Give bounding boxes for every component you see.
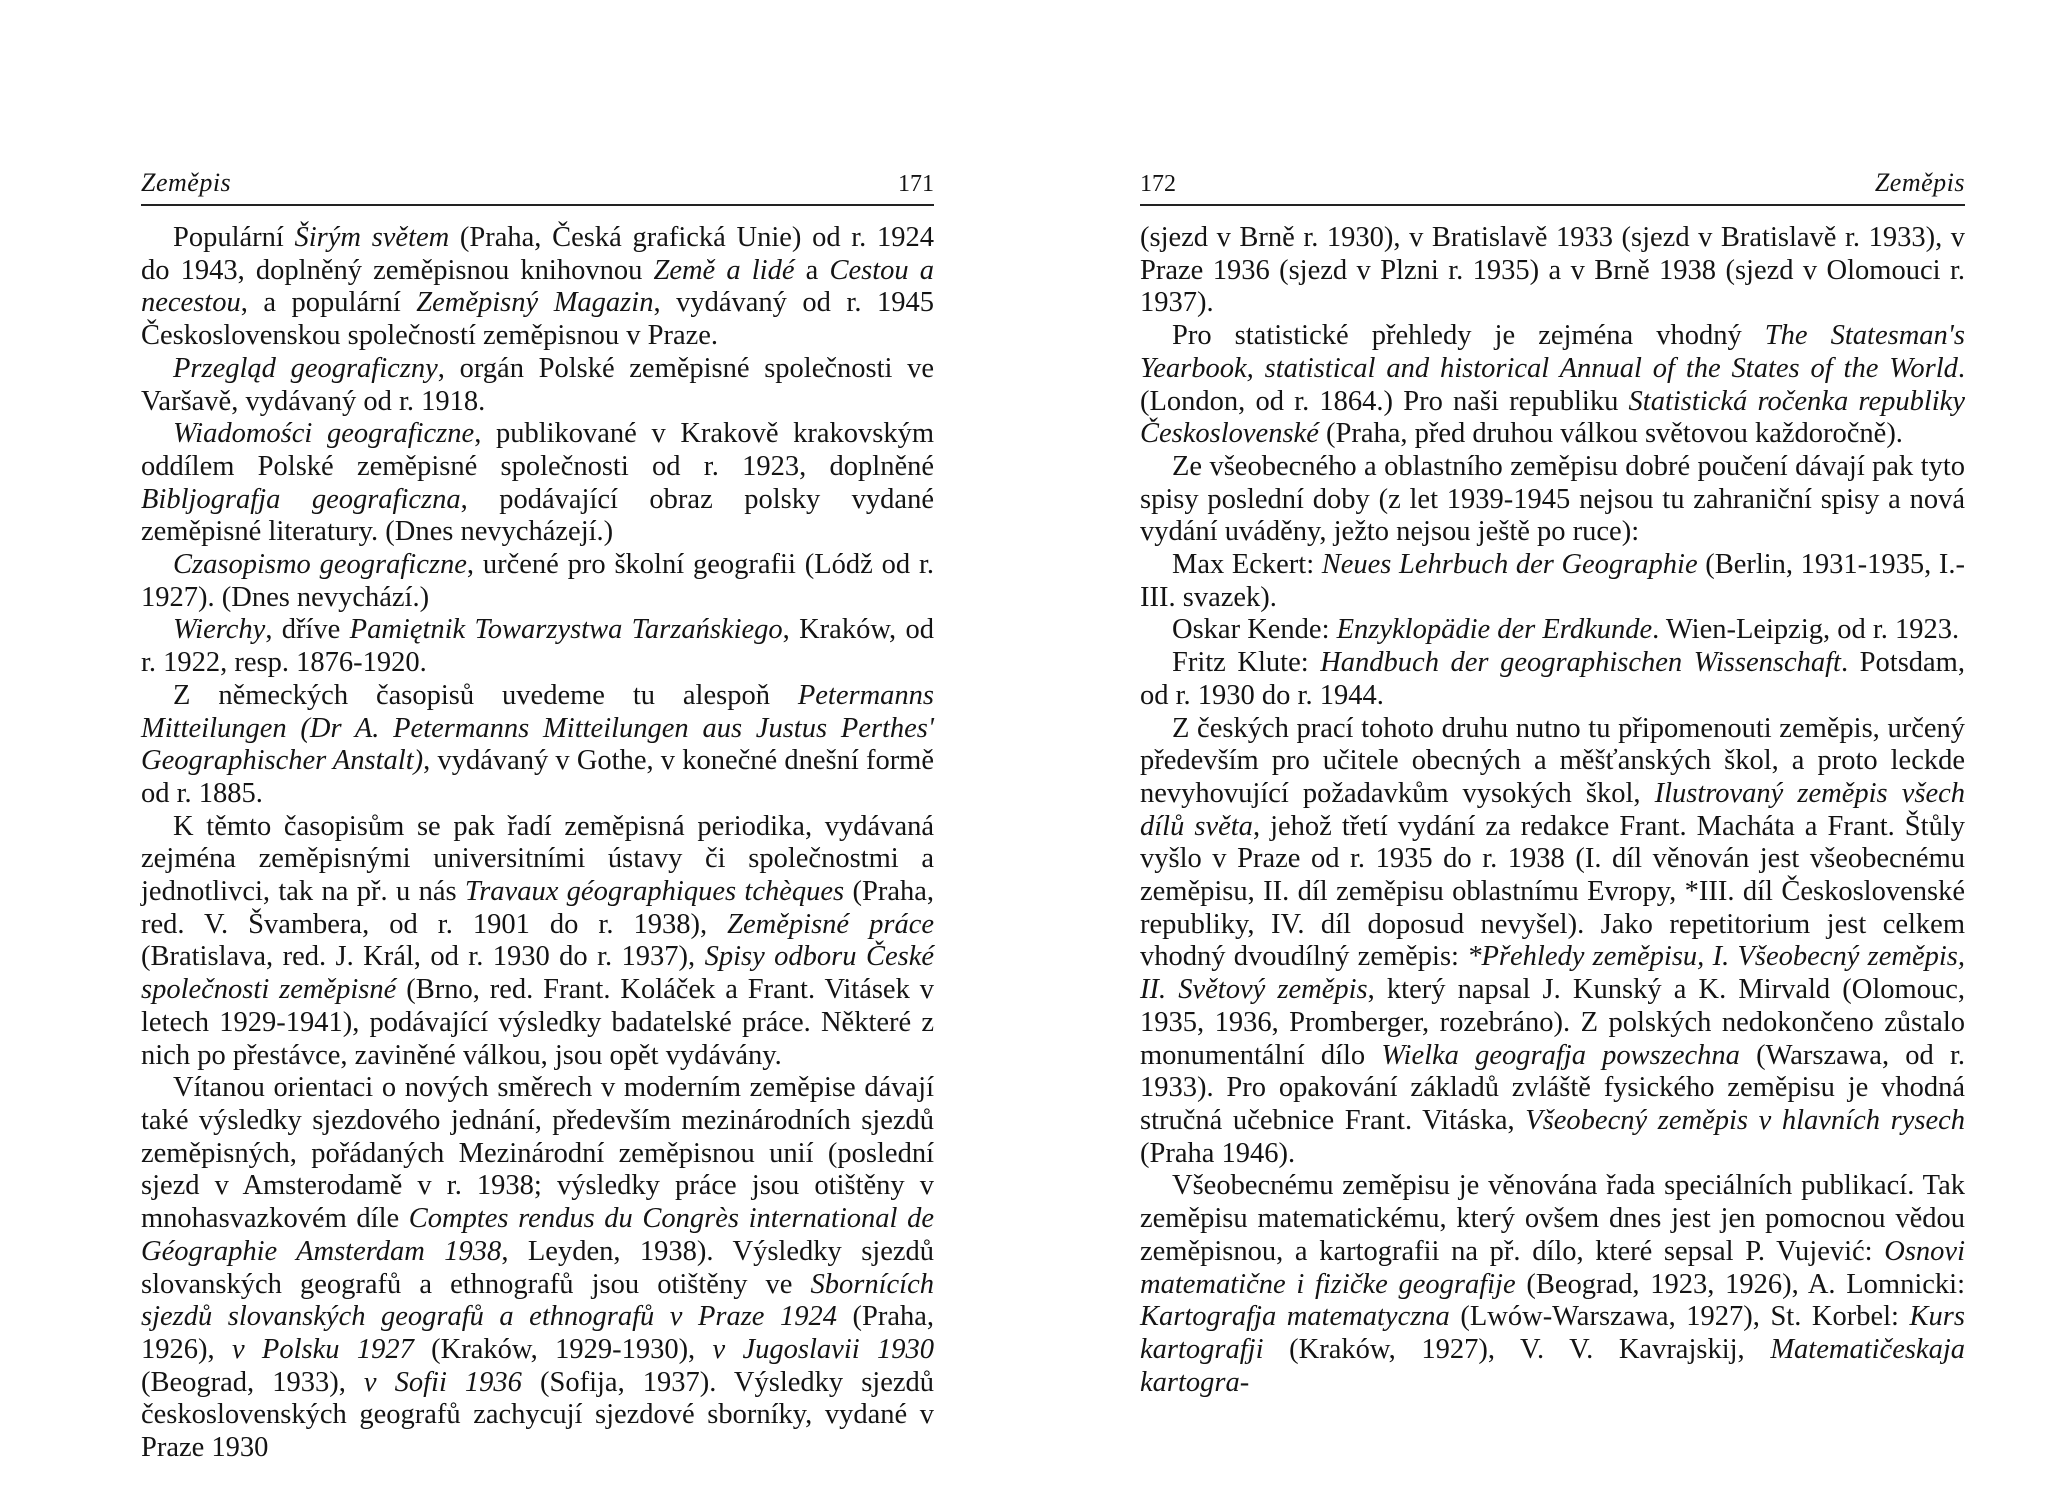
- text-run: Populární: [173, 222, 295, 253]
- text-run: (Lwów-Warszawa, 1927), St. Korbel:: [1449, 1301, 1910, 1333]
- text-run: , publikované v Krakově krakovským oddílem Polské zeměpisné společnosti od r. 1923, doplněné: [141, 418, 934, 482]
- italic-title: v Jugoslavii 1930: [712, 1333, 934, 1365]
- italic-title: Neues Lehrbuch der Geographie: [1321, 549, 1698, 581]
- paragraph: [1140, 320, 1965, 451]
- italic-title: Země a lidé: [653, 254, 795, 286]
- paragraph: [141, 680, 934, 811]
- italic-title: Bibljografja geograficzna: [141, 483, 461, 515]
- text-run: (Bratislava, red. J. Král, od r. 1930 do r. 1937),: [141, 941, 705, 973]
- paragraph: [1140, 549, 1965, 614]
- italic-title: Comptes rendus du Congrès international de Géographie Amsterdam 1938: [141, 1203, 934, 1267]
- text-run: (Praha 1946).: [1140, 1137, 1296, 1169]
- running-title: Zeměpis: [141, 168, 232, 197]
- italic-title: Kurs kartografji: [1140, 1301, 1965, 1365]
- text-run: K těmto časopisům se pak řadí zeměpisná periodika, vydávaná zejména zeměpisnými universitními ústavy či společnostmi a jednotlivci, tak na př. u nás: [141, 810, 934, 908]
- italic-title: Wierchy: [173, 614, 266, 646]
- text-run: , Leyden, 1938). Výsledky sjezdů slovanských geografů a ethnografů jsou otištěny ve: [141, 1235, 935, 1300]
- text-run: Pro statistické přehledy je zejména vhodný: [1172, 320, 1765, 352]
- text-run: , jehož třetí vydání za redakce Frant. Macháta a Frant. Štůly vyšlo v Praze od r. 1935 do r. 1938 (I. díl věnován jest všeobecnému zeměpisu, II. díl zeměpisu oblastnímu Evropy, *III. díl Československé republiky, IV. díl doposud nevyšel). Jako repetitorium jest celkem vhodný dvoudílný zeměpis:: [1140, 810, 1965, 973]
- text-run: Fritz Klute:: [1172, 647, 1321, 679]
- italic-title: Kartografja matematyczna: [1140, 1301, 1450, 1333]
- right-page: [1140, 0, 1965, 1500]
- text-run: (Praha, red. V. Švambera, od r. 1901 do r. 1938),: [141, 876, 934, 940]
- text-run: , orgán Polské zeměpisné společnosti ve Varšavě, vydávaný od r. 1918.: [141, 352, 934, 417]
- text-run: , dříve: [265, 614, 350, 646]
- text-run: (Beograd, 1933),: [141, 1366, 364, 1398]
- text-run: Z německých časopisů uvedeme tu alespoň: [173, 679, 798, 711]
- italic-title: Ilustrovaný zeměpis všech dílů světa: [1140, 777, 1965, 842]
- paragraph: [141, 811, 934, 1073]
- text-run: , vydávaný od r. 1945 Československou společností zeměpisnou v Praze.: [141, 287, 934, 352]
- text-run: (Praha, 1926),: [141, 1301, 934, 1365]
- italic-title: Matematičeskaja kartogra-: [1140, 1333, 1965, 1398]
- italic-title: Czasopismo geograficzne: [173, 549, 467, 581]
- text-run: (Sofija, 1937). Výsledky sjezdů československých geografů zachycují sjezdové sborníky, vydané v Praze 1930: [141, 1366, 935, 1464]
- paragraph: [141, 549, 934, 614]
- italic-title: The Statesman's Yearbook, statistical and historical Annual of the States of the World: [1140, 320, 1965, 384]
- text-run: (Praha, před druhou válkou světovou každoročně).: [1318, 418, 1903, 450]
- text-run: (Brno, red. Frant. Koláček a Frant. Vitásek v letech 1929-1941), podávající výsledky badatelské práce. Některé z nich po přestávce, zaviněné válkou, jsou opět vydávány.: [141, 974, 934, 1071]
- italic-title: Cestou a necestou: [141, 254, 935, 319]
- italic-title: Przegląd geograficzny: [173, 352, 438, 384]
- left-page-text: [141, 222, 934, 1465]
- page-number: 171: [898, 171, 934, 197]
- text-run: Vítanou orientaci o nových směrech v moderním zeměpise dávají také výsledky sjezdového jednání, především mezinárodních sjezdů zeměpisných, pořádaných Mezinárodní zeměpisnou unií (poslední sjezd v Amsterodamě v r. 1938; výsledky práce jsou otištěny v mnohasvazkovém díle: [141, 1072, 934, 1235]
- italic-title: Wielka geografja powszechna: [1381, 1039, 1740, 1071]
- paragraph: [1140, 647, 1965, 712]
- paragraph: [141, 614, 934, 679]
- paragraph: [1140, 614, 1965, 647]
- italic-title: Širým světem: [294, 222, 450, 253]
- text-run: . Wien-Leipzig, od r. 1923.: [1652, 614, 1960, 646]
- text-run: , který napsal J. Kunský a K. Mirvald (Olomouc, 1935, 1936, Promberger, rozebráno). Z polských nedokončeno zůstalo monumentální dílo: [1140, 974, 1965, 1071]
- text-run: , Kraków, od r. 1922, resp. 1876-1920.: [141, 614, 934, 679]
- text-run: . Potsdam, od r. 1930 do r. 1944.: [1140, 647, 1965, 711]
- paragraph: [1140, 713, 1965, 1171]
- italic-title: Zeměpisné práce: [727, 908, 934, 940]
- italic-title: Pamiętnik Towarzystwa Tarzańskiego: [349, 614, 783, 646]
- italic-title: Spisy odboru České společnosti zeměpisné: [141, 941, 934, 1006]
- text-run: (Berlin, 1931-1935, I.-III. svazek).: [1140, 549, 1965, 613]
- page-number: 172: [1140, 171, 1176, 197]
- text-run: Max Eckert:: [1172, 549, 1322, 581]
- text-run: Oskar Kende:: [1172, 614, 1337, 646]
- italic-title: Travaux géographiques tchèques: [464, 876, 845, 908]
- left-page: [141, 0, 934, 1500]
- text-run: a: [794, 254, 830, 286]
- text-run: (sjezd v Brně r. 1930), v Bratislavě 1933 (sjezd v Bratislavě r. 1933), v Praze 1936 (sjezd v Plzni r. 1935) a v Brně 1938 (sjezd v Olomouci r. 1937).: [1140, 222, 1965, 319]
- text-run: , vydávaný v Gothe, v konečné dnešní formě od r. 1885.: [141, 745, 935, 809]
- italic-title: Zeměpisný Magazin: [416, 287, 654, 319]
- italic-title: Petermanns Mitteilungen (Dr A. Petermanns Mitteilungen aus Justus Perthes' Geographischer Anstalt): [141, 679, 934, 777]
- paragraph: [1140, 222, 1965, 320]
- text-run: . (London, od r. 1864.) Pro naši republiku: [1140, 352, 1965, 417]
- italic-title: v Polsku 1927: [231, 1333, 414, 1365]
- running-title: Zeměpis: [1874, 168, 1965, 197]
- text-run: (Beograd, 1923, 1926), A. Lomnicki:: [1515, 1268, 1965, 1300]
- italic-title: Handbuch der geographischen Wissenschaft: [1320, 647, 1841, 679]
- paragraph: [141, 1072, 934, 1464]
- italic-title: Sbornících sjezdů slovanských geografů a ethnografů v Praze 1924: [141, 1268, 934, 1333]
- paragraph: [1140, 451, 1965, 549]
- text-run: , určené pro školní geografii (Lódž od r. 1927). (Dnes nevychází.): [141, 549, 934, 613]
- paragraph: [141, 222, 934, 353]
- italic-title: Statistická ročenka republiky Československé: [1140, 385, 1965, 450]
- paragraph: [141, 418, 934, 549]
- italic-title: Enzyklopädie der Erdkunde: [1336, 614, 1653, 646]
- text-run: (Kraków, 1929-1930),: [413, 1333, 713, 1365]
- text-run: (Kraków, 1927), V. V. Kavrajskij,: [1263, 1333, 1771, 1365]
- italic-title: Wiadomości geograficzne: [173, 418, 475, 450]
- text-run: , a populární: [240, 287, 417, 319]
- right-page-header: [1140, 160, 1965, 206]
- left-page-header: [141, 160, 934, 206]
- paragraph: [141, 353, 934, 418]
- right-page-text: [1140, 222, 1965, 1399]
- text-run: (Warszawa, od r. 1933). Pro opakování základů zvláště fysického zeměpisu je vhodná stručná učebnice Frant. Vitáska,: [1140, 1039, 1966, 1136]
- italic-title: Osnovi matematične i fizičke geografije: [1140, 1235, 1965, 1300]
- italic-title: Všeobecný zeměpis v hlavních rysech: [1525, 1104, 1965, 1136]
- text-run: Ze všeobecného a oblastního zeměpisu dobré poučení dávají pak tyto spisy poslední doby (z let 1939-1945 nejsou tu zahraniční spisy a nová vydání uváděny, ježto nejsou ještě po ruce):: [1140, 450, 1965, 548]
- text-run: Z českých prací tohoto druhu nutno tu připomenouti zeměpis, určený především pro učitele obecných a měšťanských škol, a proto leckde nevyhovující požadavkům vysokých škol,: [1140, 712, 1965, 809]
- italic-title: *Přehledy zeměpisu, I. Všeobecný zeměpis, II. Světový zeměpis: [1140, 941, 1965, 1006]
- text-run: Všeobecnému zeměpisu je věnována řada speciálních publikací. Tak zeměpisu matematickému, který ovšem dnes jest jen pomocnou vědou zeměpisnou, a kartografii na př. dílo, které sepsal P. Vujević:: [1140, 1170, 1965, 1267]
- text-run: (Praha, Česká grafická Unie) od r. 1924 do 1943, doplněný zeměpisnou knihovnou: [141, 222, 934, 286]
- paragraph: [1140, 1170, 1965, 1399]
- text-run: , podávající obraz polsky vydané zeměpisné literatury. (Dnes nevycházejí.): [141, 483, 934, 548]
- italic-title: v Sofii 1936: [363, 1366, 522, 1398]
